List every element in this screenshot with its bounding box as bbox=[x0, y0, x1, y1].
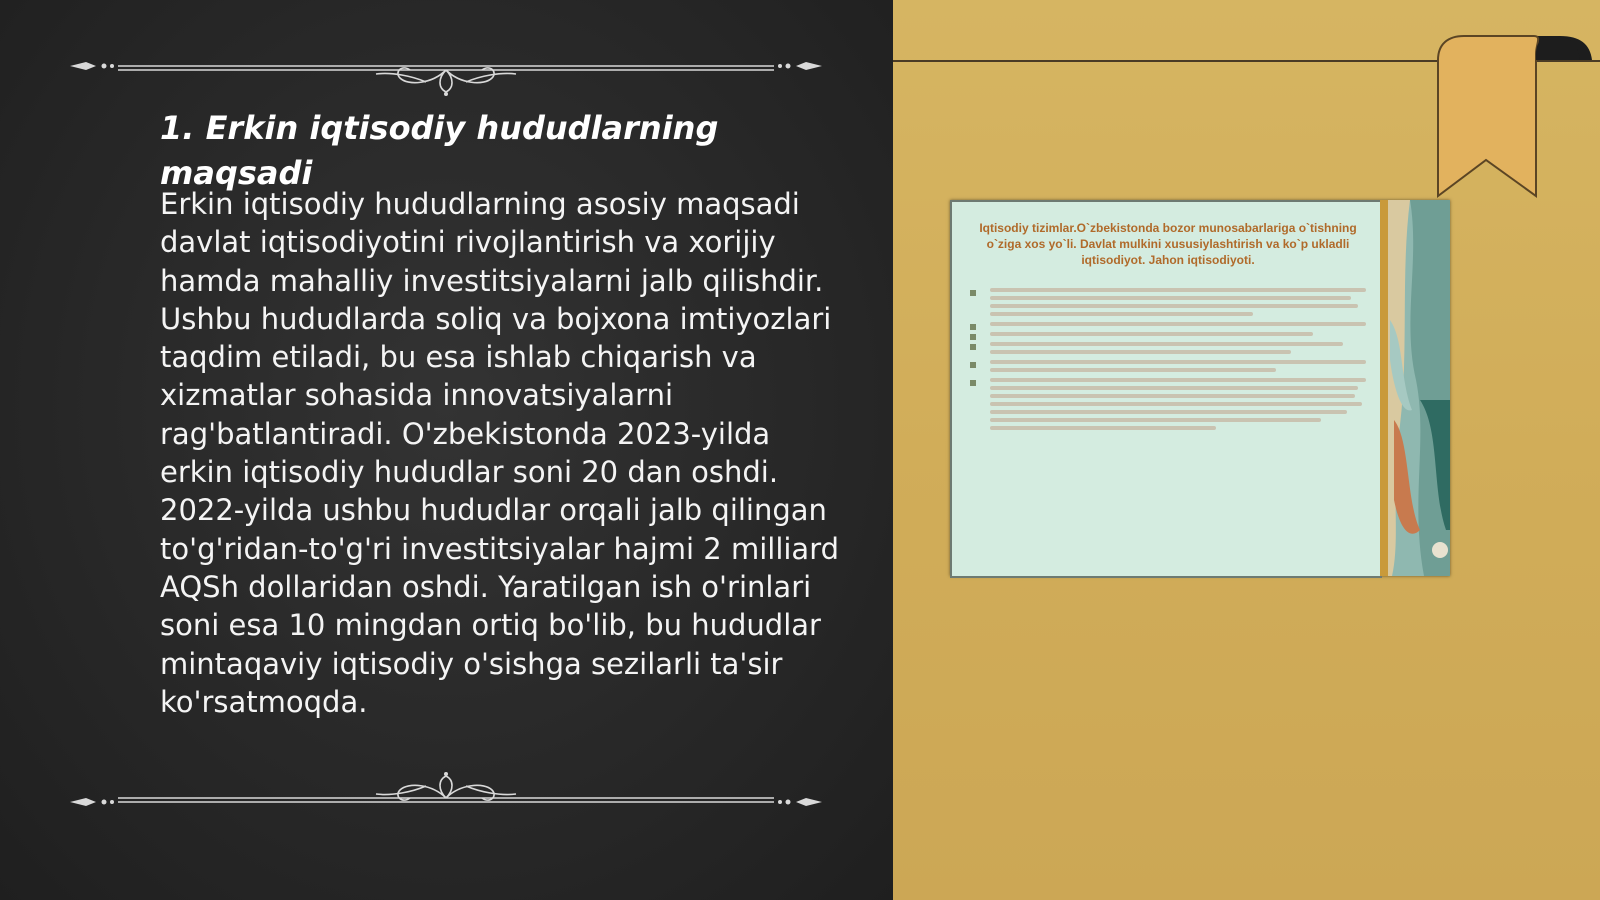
decorative-artwork bbox=[1380, 200, 1450, 576]
slide-body-text: Erkin iqtisodiy hududlarning asosiy maqsadi davlat iqtisodiyotini rivojlantirish va xorijiy hamda mahalliy investitsiyalarni jalb qilishdir. Ushbu hududlarda soliq va bojxona imtiyozlari taqdim etiladi, bu esa ishlab chiqarish va xizmatlar sohasida innovatsiyalarni rag'batlantiradi. O'zbekistonda 2023-yilda erkin iqtisodiy hududlar soni 20 dan oshdi. 2022-yilda ushbu hududlar orqali jalb qilingan to'g'ridan-to'g'ri investitsiyalar hajmi 2 milliard AQSh dollaridan oshdi. Yaratilgan ish o'rinlari soni esa 10 mingdan ortiq bo'lib, bu hududlar mintaqaviy iqtisodiy o'sishga sezilarli ta'sir ko'rsatmoqda. bbox=[160, 187, 840, 719]
thumbnail-bullet bbox=[970, 360, 1366, 372]
thumbnail-bullet bbox=[970, 378, 1366, 430]
thumbnail-title: Iqtisodiy tizimlar.O`zbekistonda bozor munosabarlariga o`tishning o`ziga xos yo`li. Davlat mulkini xususiylashtirish va ko`p ukladli iqtisodiyot. Jahon iqtisodiyoti. bbox=[979, 221, 1357, 267]
thumbnail-bullet bbox=[970, 322, 1366, 326]
thumbnail-bullet bbox=[970, 288, 1366, 316]
thumbnail-content bbox=[950, 200, 1382, 578]
thumbnail-bullets bbox=[970, 288, 1366, 436]
slide-thumbnail[interactable] bbox=[950, 200, 1450, 576]
thumbnail-bullet bbox=[970, 332, 1366, 336]
scroll-ornament-icon bbox=[66, 772, 826, 832]
scroll-ornament-icon bbox=[66, 36, 826, 96]
slide-title: 1. Erkin iqtisodiy hududlarning maqsadi bbox=[160, 109, 719, 192]
thumbnail-bullet bbox=[970, 342, 1366, 354]
bookmark-icon bbox=[1430, 30, 1600, 200]
